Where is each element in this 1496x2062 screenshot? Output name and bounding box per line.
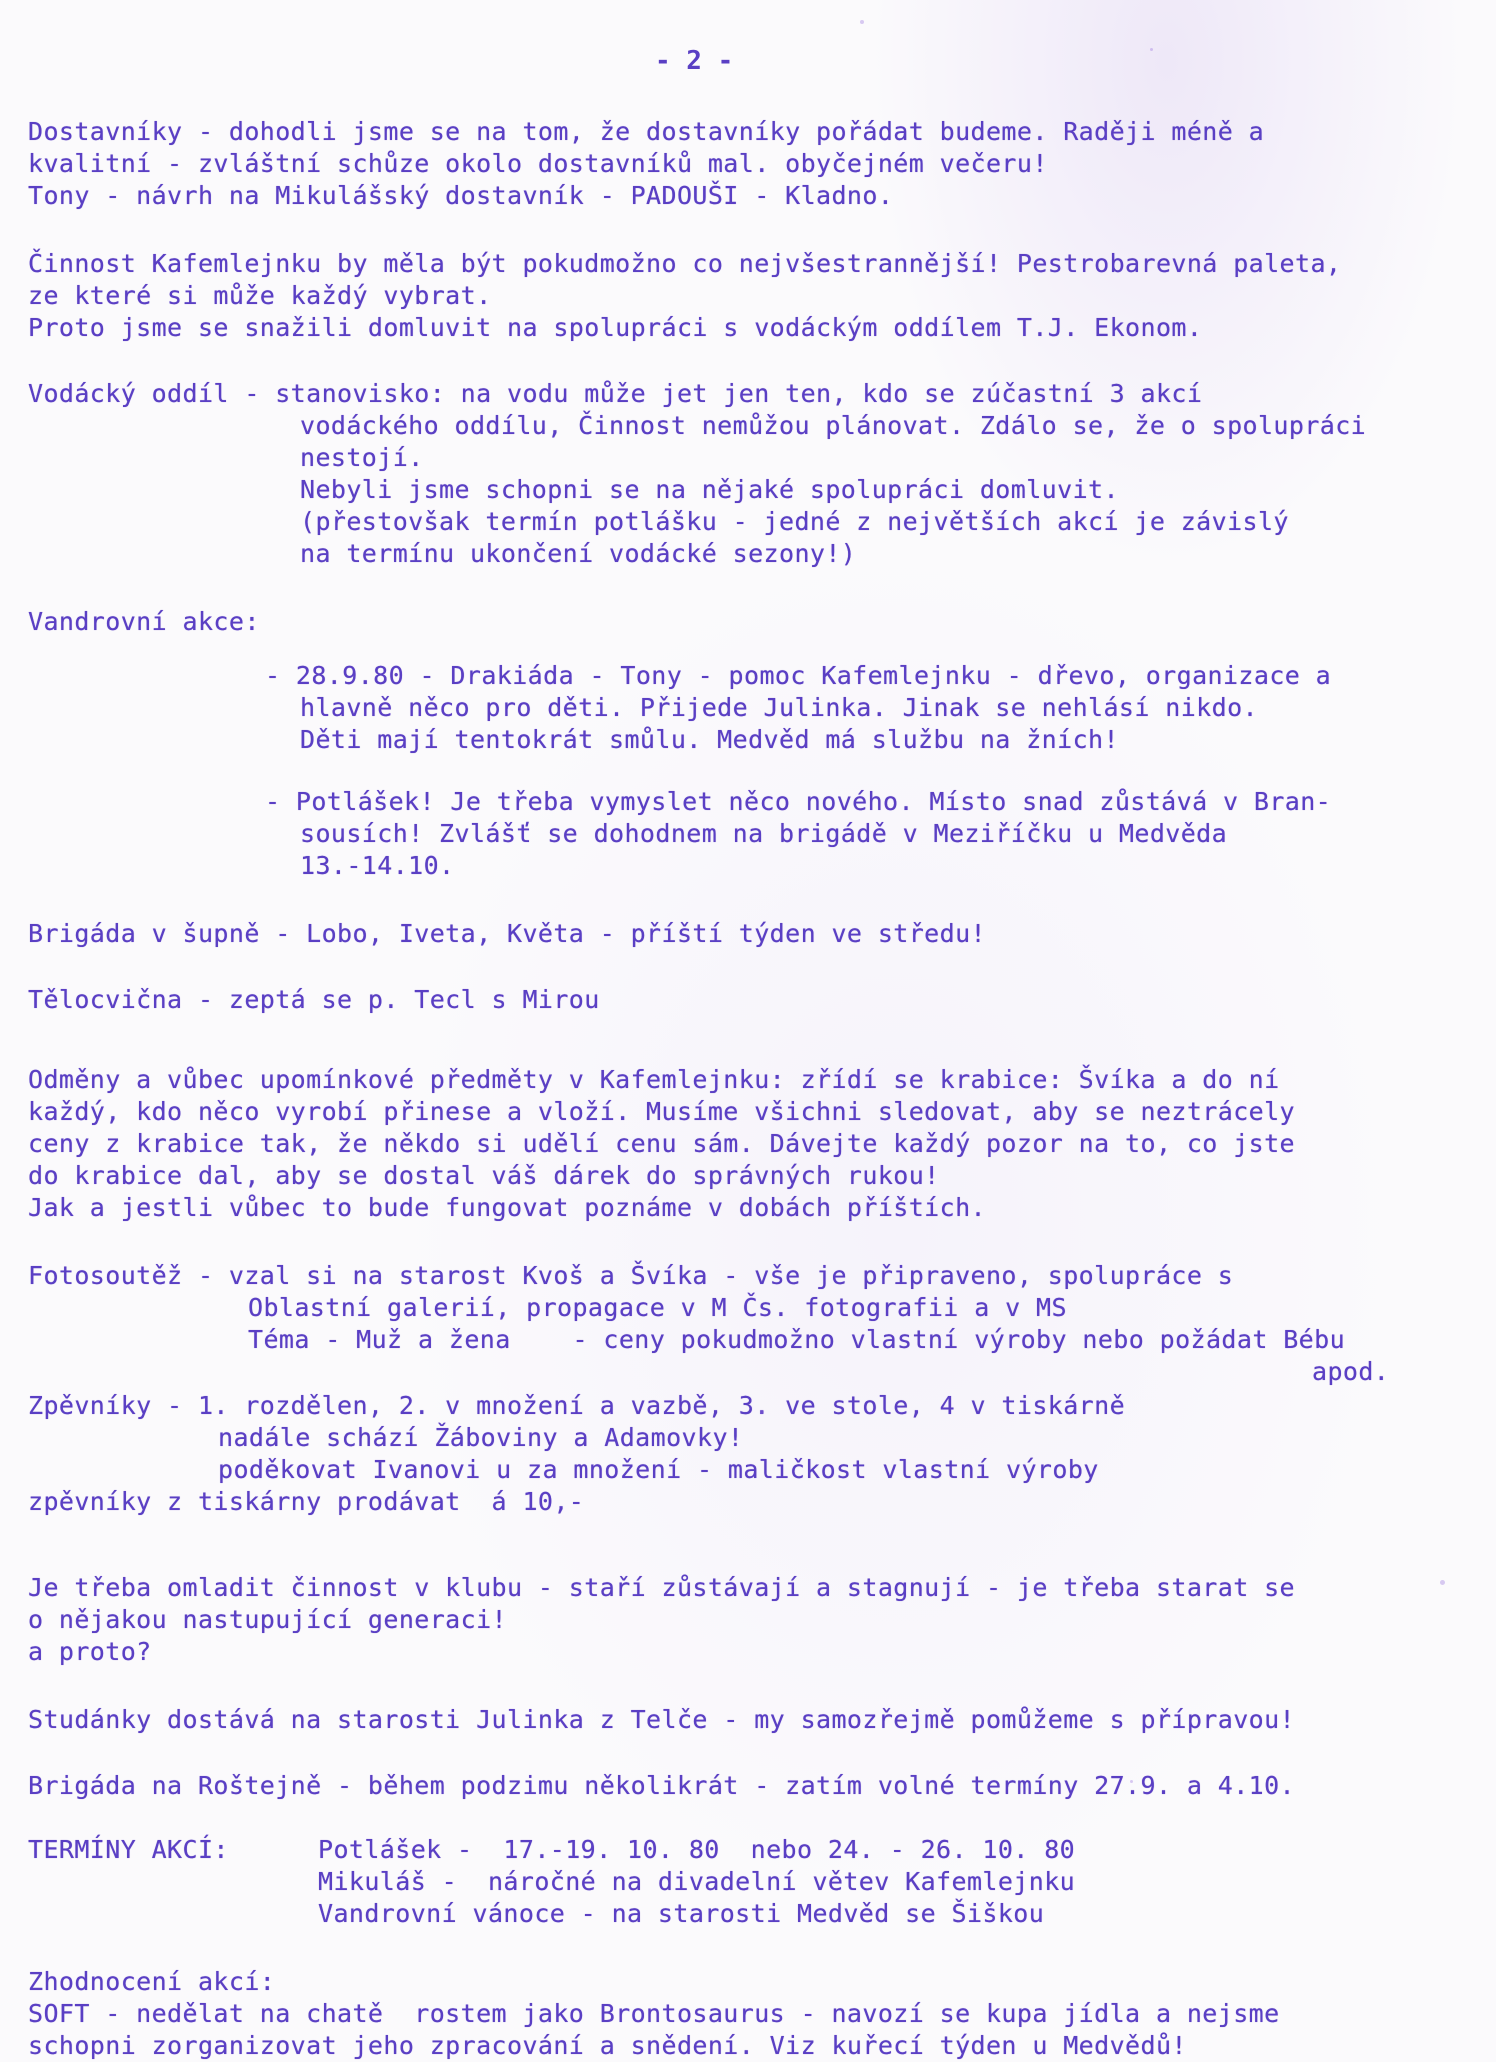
text-line: Vandrovní akce: xyxy=(28,607,260,636)
text-line: apod. xyxy=(1312,1357,1390,1386)
text-line: Tělocvična - zeptá se p. Tecl s Mirou xyxy=(28,985,600,1014)
text-line: Téma - Muž a žena - ceny pokudmožno vlastní výroby nebo požádat Bébu xyxy=(248,1325,1346,1354)
text-line: do krabice dal, aby se dostal váš dárek do správných rukou! xyxy=(28,1161,940,1190)
text-line: nestojí. xyxy=(300,443,424,472)
text-line: Zhodnocení akcí: xyxy=(28,1967,276,1996)
text-line: - Potlášek! Je třeba vymyslet něco nového. Místo snad zůstává v Bran- xyxy=(265,787,1332,816)
text-line: Jak a jestli vůbec to bude fungovat poznáme v dobách příštích. xyxy=(28,1193,986,1222)
text-line: nadále schází Žáboviny a Adamovky! xyxy=(218,1423,744,1452)
ink-speck xyxy=(1130,1780,1133,1783)
text-line: Mikuláš - náročné na divadelní větev Kafemlejnku xyxy=(318,1867,1076,1896)
text-line: schopni zorganizovat jeho zpracování a snědení. Viz kuřecí týden u Medvědů! xyxy=(28,2031,1187,2060)
text-line: Brigáda na Roštejně - během podzimu několikrát - zatím volné termíny 27.9. a 4.10. xyxy=(28,1771,1296,1800)
text-line: ze které si může každý vybrat. xyxy=(28,281,492,310)
text-line: Brigáda v šupně - Lobo, Iveta, Květa - příští týden ve středu! xyxy=(28,919,986,948)
text-line: Činnost Kafemlejnku by měla být pokudmožno co nejvšestrannější! Pestrobarevná paleta, xyxy=(28,249,1342,278)
text-line: vodáckého oddílu, Činnost nemůžou plánovat. Zdálo se, že o spolupráci xyxy=(300,411,1367,440)
text-line: Děti mají tentokrát smůlu. Medvěd má službu na žních! xyxy=(300,725,1119,754)
text-line: na termínu ukončení vodácké sezony!) xyxy=(300,539,857,568)
page-number: - 2 - xyxy=(655,46,734,76)
text-line: Je třeba omladit činnost v klubu - staří zůstávají a stagnují - je třeba starat se xyxy=(28,1573,1296,1602)
text-line: kvalitní - zvláštní schůze okolo dostavníků mal. obyčejném večeru! xyxy=(28,149,1048,178)
text-line: každý, kdo něco vyrobí přinese a vloží. Musíme všichni sledovat, aby se neztrácely xyxy=(28,1097,1296,1126)
text-line: Fotosoutěž - vzal si na starost Kvoš a Švíka - vše je připraveno, spolupráce s xyxy=(28,1261,1234,1290)
text-line: poděkovat Ivanovi u za množení - maličkost vlastní výroby xyxy=(218,1455,1099,1484)
text-line: Oblastní galerií, propagace v M Čs. fotografii a v MS xyxy=(248,1293,1067,1322)
text-line: sousích! Zvlášť se dohodnem na brigádě v Meziříčku u Medvěda xyxy=(300,819,1228,848)
ink-speck xyxy=(860,20,864,24)
text-line: TERMÍNY AKCÍ: xyxy=(28,1835,229,1864)
text-line: Proto jsme se snažili domluvit na spolupráci s vodáckým oddílem T.J. Ekonom. xyxy=(28,313,1203,342)
text-line: - 28.9.80 - Drakiáda - Tony - pomoc Kafemlejnku - dřevo, organizace a xyxy=(265,661,1332,690)
text-line: 13.-14.10. xyxy=(300,851,455,880)
ink-speck xyxy=(1440,1580,1445,1585)
text-line: Odměny a vůbec upomínkové předměty v Kafemlejnku: zřídí se krabice: Švíka a do ní xyxy=(28,1065,1280,1094)
text-line: Dostavníky - dohodli jsme se na tom, že dostavníky pořádat budeme. Raději méně a xyxy=(28,117,1265,146)
text-line: SOFT - nedělat na chatě rostem jako Brontosaurus - navozí se kupa jídla a nejsme xyxy=(28,1999,1280,2028)
ink-speck xyxy=(760,1410,764,1414)
text-line: Potlášek - 17.-19. 10. 80 nebo 24. - 26. 10. 80 xyxy=(318,1835,1076,1864)
ink-speck xyxy=(1150,48,1153,51)
text-line: Vandrovní vánoce - na starosti Medvěd se Šiškou xyxy=(318,1899,1045,1928)
text-line: Tony - návrh na Mikulášský dostavník - PADOUŠI - Kladno. xyxy=(28,181,894,210)
text-line: Vodácký oddíl - stanovisko: na vodu může jet jen ten, kdo se zúčastní 3 akcí xyxy=(28,379,1203,408)
text-line: o nějakou nastupující generaci! xyxy=(28,1605,507,1634)
text-line: a proto? xyxy=(28,1637,152,1666)
text-line: Studánky dostává na starosti Julinka z Telče - my samozřejmě pomůžeme s přípravou! xyxy=(28,1705,1296,1734)
text-line: Nebyli jsme schopni se na nějaké spolupráci domluvit. xyxy=(300,475,1119,504)
text-line: (přestovšak termín potlášku - jedné z největších akcí je závislý xyxy=(300,507,1289,536)
text-line: Zpěvníky - 1. rozdělen, 2. v množení a vazbě, 3. ve stole, 4 v tiskárně xyxy=(28,1391,1126,1420)
text-line: ceny z krabice tak, že někdo si udělí cenu sám. Dávejte každý pozor na to, co jste xyxy=(28,1129,1296,1158)
text-line: hlavně něco pro děti. Přijede Julinka. Jinak se nehlásí nikdo. xyxy=(300,693,1258,722)
text-line: zpěvníky z tiskárny prodávat á 10,- xyxy=(28,1487,585,1516)
